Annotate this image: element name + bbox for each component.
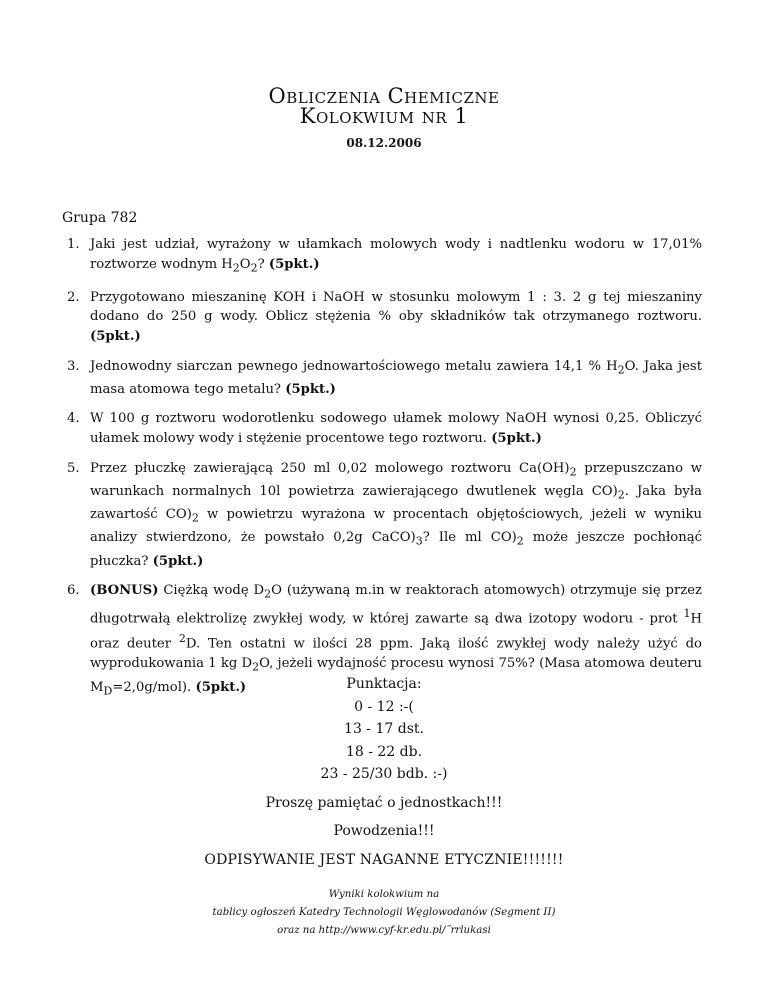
subscript: 2 <box>252 661 260 674</box>
task-text: może jeszcze pochłonąć płuczka? <box>90 530 702 569</box>
exam-date: 08.12.2006 <box>346 136 422 150</box>
task-text: Przygotowano mieszaninę KOH i NaOH w stosunku molowym 1 : 3. 2 g tej mieszaniny dodano do 250 g wody. Oblicz stężenia % oby składników tak otrzymanego roztworu. <box>90 289 702 325</box>
subscript: 2 <box>264 587 272 601</box>
document-title <box>0 86 768 126</box>
task-text: Przez płuczkę zawierającą 250 ml 0,02 molowego roztworu Ca(OH) <box>90 460 570 476</box>
task-number: 1. <box>67 237 80 252</box>
task-points: (5pkt.) <box>152 553 204 569</box>
cheating-warning: ODPISYWANIE JEST NAGANNE ETYCZNIE!!!!!!! <box>204 851 564 868</box>
subscript: 2 <box>250 261 258 275</box>
task-item-3 <box>62 357 702 400</box>
good-luck-note: Powodzenia!!! <box>333 823 435 839</box>
task-text: Ciężką wodę D <box>158 583 265 599</box>
task-text: ? <box>257 256 269 272</box>
task-number: 5. <box>67 460 80 476</box>
task-text: O (używaną m.in w reaktorach atomowych) otrzymuje się przez długotrwałą elektrolizę zwykłej wody, w której zawarte są dwa izotopy wodoru - prot <box>90 583 702 627</box>
task-text: D. Ten ostatni w ilości 28 ppm. Jaką ilość zwykłej wody należy użyć do wyprodukowania 1 kg D <box>90 636 702 672</box>
scoring-line: 23 - 25/30 bdb. :-) <box>320 766 448 782</box>
task-text: O <box>239 256 251 272</box>
superscript: 2 <box>178 632 186 646</box>
scoring-line: 0 - 12 :-( <box>354 698 414 715</box>
task-text: Jednowodny siarczan pewnego jednowartościowego metalu zawiera 14,1 % H <box>90 358 618 374</box>
task-number: 6. <box>67 583 80 599</box>
task-points: (5pkt.) <box>195 679 247 695</box>
scoring-line: 18 - 22 db. <box>345 743 423 760</box>
subscript: 2 <box>569 465 577 479</box>
scoring-section <box>0 673 768 871</box>
task-text: ? Ile ml CO) <box>422 530 517 546</box>
footer-line-3: oraz na http://www.cyf-kr.edu.pl/˜rrlukasi <box>277 925 491 936</box>
task-number: 2. <box>67 289 80 305</box>
task-text: . Jaka była zawartość CO) <box>90 483 702 523</box>
superscript: 1 <box>683 607 691 621</box>
task-number: 3. <box>67 358 80 374</box>
task-points: (5pkt.) <box>491 431 542 447</box>
subscript: 3 <box>415 534 423 548</box>
task-text: =2,0g/mol). <box>112 679 196 695</box>
footer-line-2: tablicy ogłoszeń Katedry Technologii Węglowodanów (Segment II) <box>212 907 556 918</box>
task-points: (5pkt.) <box>90 329 141 345</box>
task-points: (5pkt.) <box>268 256 320 272</box>
scoring-heading: Punktacja: <box>346 676 422 692</box>
subscript: 2 <box>191 511 199 525</box>
task-list <box>62 235 702 711</box>
subscript: 2 <box>617 488 625 502</box>
task-text: H oraz deuter <box>90 611 702 652</box>
task-text: O. Jaka jest masa atomowa tego metalu? <box>90 358 702 397</box>
task-item-5 <box>62 459 702 572</box>
subscript: 2 <box>617 363 625 377</box>
title-line-2: Kolokwium nr 1 <box>299 104 469 128</box>
subscript: 2 <box>516 534 524 548</box>
title-line-1: Obliczenia Chemiczne <box>268 84 500 108</box>
task-text: W 100 g roztworu wodorotlenku sodowego ułamek molowy NaOH wynosi 0,25. Obliczyć ułamek molowy wody i stężenie procentowe tego roztworu. <box>90 411 702 447</box>
task-text: Jaki jest udział, wyrażony w ułamkach molowych wody i nadtlenku wodoru w 17,01% roztworze wodnym H <box>90 237 702 272</box>
task-text: O, jeżeli wydajność procesu wynosi 75%? (Masa atomowa deuteru M <box>90 656 702 695</box>
units-reminder: Proszę pamiętać o jednostkach!!! <box>265 794 503 811</box>
task-text: w powietrzu wyrażona w procentach objętościowych, jeżeli w wyniku analizy stwierdzono, że powstało 0,2g CaCO) <box>90 507 702 546</box>
subscript: D <box>103 684 113 698</box>
task-item-4 <box>62 409 702 448</box>
footer-line-1: Wyniki kolokwium na <box>328 889 440 900</box>
task-points: (5pkt.) <box>285 381 336 397</box>
scoring-line: 13 - 17 dst. <box>344 721 424 737</box>
task-number: 4. <box>67 411 80 427</box>
task-item-2 <box>62 288 702 347</box>
subscript: 2 <box>232 261 240 275</box>
footer-note <box>0 886 768 940</box>
group-label: Grupa 782 <box>62 210 138 226</box>
bonus-label: (BONUS) <box>90 583 159 599</box>
task-item-1 <box>62 235 702 278</box>
task-text: przepuszczano w warunkach normalnych 10l powietrza zawierającego dwutlenek węgla CO) <box>90 460 703 499</box>
